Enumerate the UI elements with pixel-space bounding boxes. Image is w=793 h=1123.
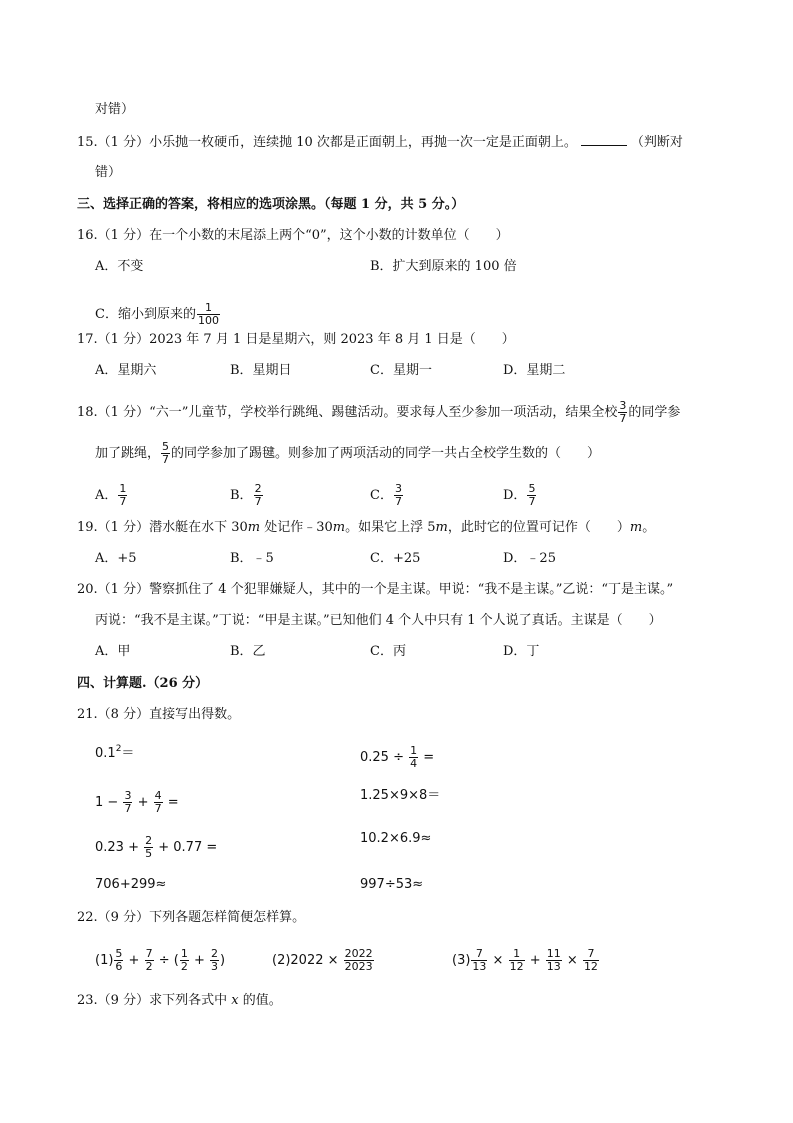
q22-p3-fraction-b: $\frac{1}{12}$ [509, 947, 524, 973]
q21-expr-1 [95, 740, 134, 763]
question-15 [77, 133, 683, 152]
q22-p1-op-3: + [189, 953, 209, 968]
q22-p1-fraction-b: $\frac{7}{2}$ [145, 947, 153, 973]
q22-p1-op-1: + [124, 953, 144, 968]
q22-p1-fraction-d: $\frac{2}{3}$ [211, 947, 218, 973]
q18-option-a-fraction: $\frac{1}{7}$ [119, 482, 127, 508]
q18-line-2-start: 加了跳绳， [95, 446, 161, 461]
q16-option-a[interactable]: A．不变 [95, 259, 144, 274]
q22-p3-fraction-d: $\frac{7}{12}$ [583, 947, 598, 973]
q21-expr-3-start: 1 − [95, 795, 123, 810]
q18-line-2-text: 的同学参加了踢毽。则参加了两项活动的同学一共占全校学生数的（ ） [171, 446, 601, 461]
q15-text: 小乐抛一枚硬币，连续抛 10 次都是正面朝上，再抛一次一定是正面朝上。 [149, 135, 577, 150]
q21-expr-2-equals: = [419, 750, 435, 765]
q19-text [77, 519, 655, 537]
q22-p1-fraction-c: $\frac{1}{2}$ [180, 947, 188, 973]
q21-expr-6: 10.2×6.9≈ [360, 831, 432, 846]
q22-p2-fraction: $\frac{2022}{2023}$ [344, 947, 373, 973]
q21-expr-5-end: + 0.77 = [154, 840, 218, 855]
q18-option-b-fraction: $\frac{2}{7}$ [254, 482, 262, 508]
q21-expr-5-start: 0.23 + [95, 840, 144, 855]
q19-unit-3: m [435, 520, 448, 535]
q15-answer-blank[interactable] [581, 133, 627, 146]
q18-line-1-end: 的同学参 [628, 405, 681, 420]
q21-expr-1-base: 0.1 [95, 746, 116, 761]
q17-option-a[interactable]: A．星期六 [95, 363, 157, 378]
q19-part-5: 。 [642, 520, 656, 535]
q22-p1-close: ) [220, 953, 226, 968]
section-4-heading: 四、计算题.（26 分） [77, 676, 209, 691]
q18-option-d[interactable] [503, 483, 537, 508]
q22-problem-3 [452, 948, 600, 973]
section-3-heading: 三、选择正确的答案，将相应的选项涂黑。（每题 1 分，共 5 分。） [77, 197, 465, 212]
q22-p3-op-1: × [488, 953, 508, 968]
q18-line-1-text: 18.（1 分）“六一”儿童节，学校举行跳绳、踢毽活动。要求每人至少参加一项活动，结果全校 [77, 405, 618, 420]
q22-p3-fraction-c: $\frac{11}{13}$ [546, 947, 561, 973]
q21-expr-1-exponent: 2 [115, 744, 122, 754]
q19-unit-4: m [629, 520, 643, 535]
q23-text-start: 23.（9 分）求下列各式中 [77, 993, 232, 1008]
q18-option-b-label: B． [230, 488, 253, 503]
q15-number: 15.（1 分） [77, 135, 150, 150]
q20-option-a[interactable]: A．甲 [95, 644, 131, 659]
q19-option-d[interactable]: D．﹣25 [503, 551, 556, 566]
q22-text: 22.（9 分）下列各题怎样简便怎样算。 [77, 910, 306, 925]
q22-p3-op-2: + [525, 953, 545, 968]
q21-expr-2-fraction: $\frac{1}{4}$ [410, 744, 418, 770]
q22-p3-fraction-a: $\frac{7}{13}$ [472, 947, 487, 973]
q18-option-a-label: A． [95, 488, 118, 503]
q22-problem-1 [95, 948, 225, 973]
q21-expr-5 [95, 835, 217, 860]
q23-variable: x [231, 993, 239, 1008]
q22-problem-2 [272, 948, 375, 973]
q21-expr-5-fraction: $\frac{2}{5}$ [145, 834, 153, 860]
q21-expr-3 [95, 790, 179, 815]
q17-text: 17.（1 分）2023 年 7 月 1 日是星期六，则 2023 年 8 月 1 日是（ ） [77, 332, 515, 347]
q23-text-end: 的值。 [238, 993, 282, 1008]
q18-option-c-fraction: $\frac{3}{7}$ [394, 482, 402, 508]
q16-option-b[interactable]: B．扩大到原来的 100 倍 [370, 259, 517, 274]
q22-p2-start: (2)2022 × [272, 953, 343, 968]
q18-option-b[interactable] [230, 483, 264, 508]
q16-option-c[interactable] [95, 302, 221, 327]
q15-tail: 错） [95, 165, 122, 180]
q17-option-c[interactable]: C．星期一 [370, 363, 432, 378]
q19-option-b[interactable]: B．﹣5 [230, 551, 274, 566]
q19-part-3: 。如果它上浮 5 [345, 520, 436, 535]
q18-option-c[interactable] [370, 483, 404, 508]
q17-option-d[interactable]: D．星期二 [503, 363, 566, 378]
q18-option-c-label: C． [370, 488, 393, 503]
q18-line-2 [95, 441, 600, 466]
q14-tail: 对错） [95, 102, 135, 117]
q19-part-4: ，此时它的位置可记作（ ） [447, 520, 630, 535]
q17-option-b[interactable]: B．星期日 [230, 363, 292, 378]
q18-option-d-fraction: $\frac{5}{7}$ [528, 482, 536, 508]
q20-option-b[interactable]: B．乙 [230, 644, 266, 659]
q21-expr-8: 997÷53≈ [360, 877, 424, 892]
q23-text [77, 992, 282, 1010]
q16-option-c-label: C．缩小到原来的 [95, 307, 196, 322]
q21-expr-3-equals: = [163, 795, 179, 810]
q21-expr-2-start: 0.25 ÷ [360, 750, 409, 765]
q16-text: 16.（1 分）在一个小数的末尾添上两个“0”，这个小数的计数单位（ ） [77, 228, 509, 243]
q20-option-d[interactable]: D．丁 [503, 644, 540, 659]
q20-line-2: 丙说：“我不是主谋。”丁说：“甲是主谋。”已知他们 4 个人中只有 1 个人说了真话。主谋是（ ） [95, 613, 662, 628]
q19-part-2: 处记作﹣30 [260, 520, 333, 535]
q20-line-1: 20.（1 分）警察抓住了 4 个犯罪嫌疑人，其中的一个是主谋。甲说：“我不是主谋。”乙说：“丁是主谋。” [77, 582, 674, 597]
q21-text: 21.（8 分）直接写出得数。 [77, 707, 241, 722]
q18-fraction-5-7: $\frac{5}{7}$ [162, 440, 170, 466]
q18-option-d-label: D． [503, 488, 527, 503]
q19-unit-2: m [332, 520, 346, 535]
q21-expr-3-fraction-2: $\frac{4}{7}$ [154, 789, 162, 815]
q21-expr-1-equals: ＝ [121, 746, 135, 761]
q19-option-a[interactable]: A．+5 [95, 551, 137, 566]
q21-expr-7: 706+299≈ [95, 877, 167, 892]
q15-suffix: （判断对 [630, 135, 683, 150]
q22-p1-fraction-a: $\frac{5}{6}$ [115, 947, 123, 973]
q21-expr-2 [360, 745, 434, 770]
q21-expr-3-plus: + [133, 795, 153, 810]
q21-expr-3-fraction-1: $\frac{3}{7}$ [124, 789, 132, 815]
q20-option-c[interactable]: C．丙 [370, 644, 406, 659]
q22-p3-op-3: × [562, 953, 582, 968]
q19-unit-1: m [247, 520, 261, 535]
q22-p3-label: (3) [452, 953, 471, 968]
q18-option-a[interactable] [95, 483, 128, 508]
q19-part-1: 19.（1 分）潜水艇在水下 30 [77, 520, 248, 535]
q22-p1-label: (1) [95, 953, 114, 968]
q22-p1-op-2: ÷ ( [154, 953, 179, 968]
q21-expr-4: 1.25×9×8＝ [360, 788, 441, 803]
q19-option-c[interactable]: C．+25 [370, 551, 421, 566]
q18-fraction-3-7: $\frac{3}{7}$ [619, 399, 627, 425]
q16-option-c-fraction: $\frac{1}{100}$ [197, 301, 219, 327]
q18-line-1 [77, 400, 680, 425]
